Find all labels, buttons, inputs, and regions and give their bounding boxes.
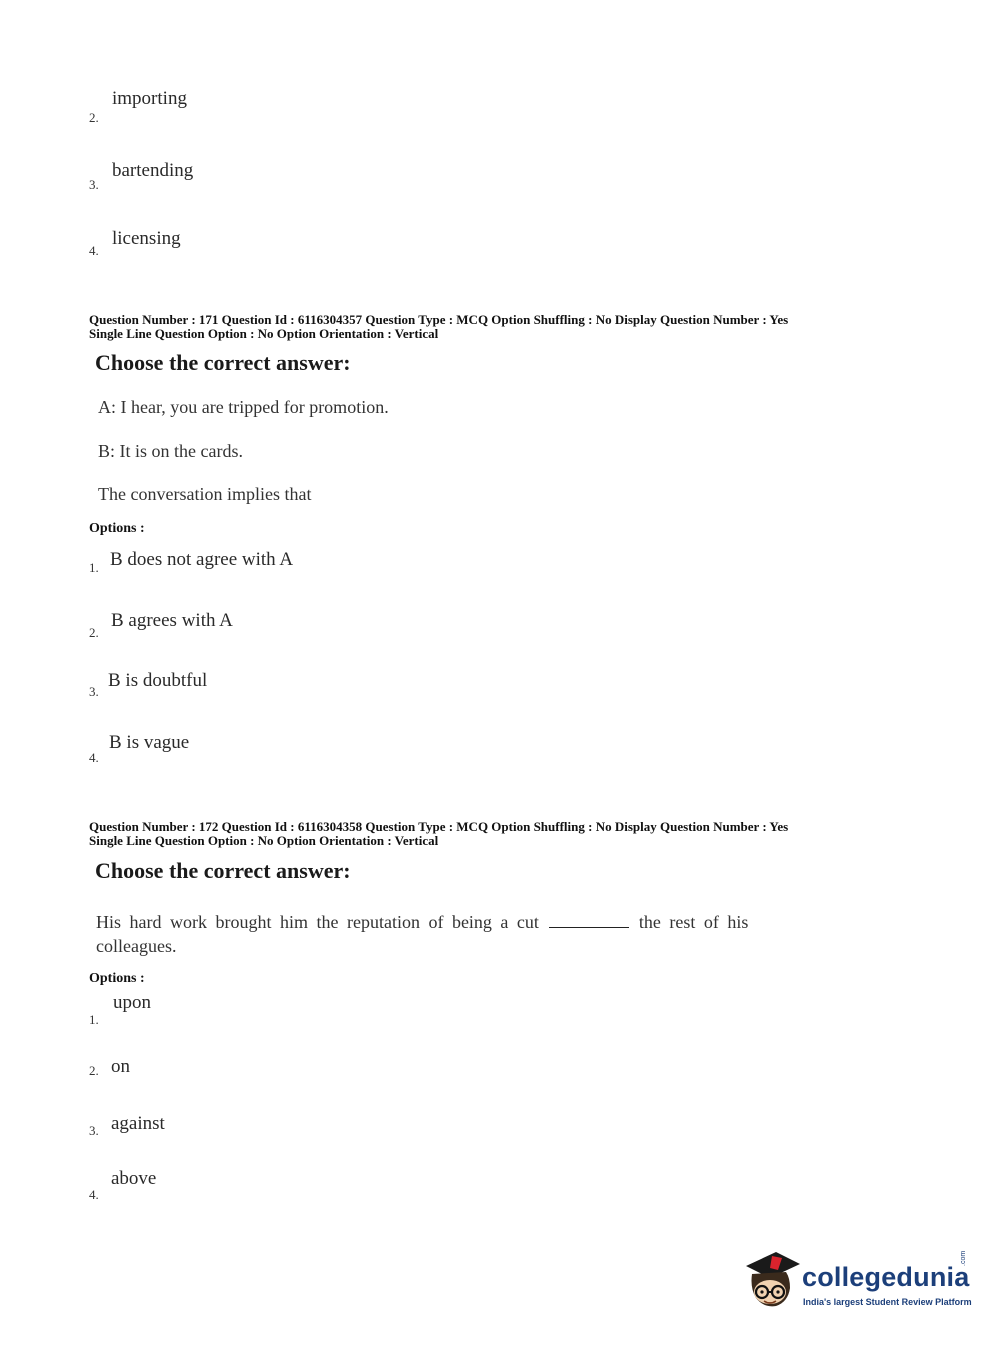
option-number: 3. <box>89 177 99 192</box>
logo-tagline: India's largest Student Review Platform <box>803 1297 972 1307</box>
option-number: 1. <box>89 1012 99 1027</box>
option-number: 1. <box>89 560 99 575</box>
option-text: above <box>111 1168 157 1189</box>
collegedunia-logo <box>742 1246 972 1322</box>
option-text: importing <box>112 88 187 109</box>
option-text: B is doubtful <box>108 670 208 691</box>
question-sentence <box>96 912 748 933</box>
option-text: against <box>111 1113 165 1134</box>
options-label: Options : <box>89 521 145 536</box>
option-text: B agrees with A <box>111 610 233 631</box>
option-text: B is vague <box>109 732 190 753</box>
option-number: 3. <box>89 684 99 699</box>
question-heading: Choose the correct answer: <box>95 350 351 375</box>
option-text: on <box>111 1056 130 1077</box>
question-meta-line1: Question Number : 172 Question Id : 6116304358 Question Type : MCQ Option Shuffling : No Display Question Number : Yes <box>89 819 789 834</box>
option-number: 3. <box>89 1123 99 1138</box>
option-number: 4. <box>89 750 99 765</box>
question-heading: Choose the correct answer: <box>95 858 351 883</box>
sentence-part-2: the rest of his <box>638 912 749 932</box>
option-text: licensing <box>112 228 181 249</box>
dialogue-line-b: B: It is on the cards. <box>98 441 243 461</box>
option-number: 2. <box>89 1063 99 1078</box>
option-number: 4. <box>89 243 99 258</box>
question-meta-line2: Single Line Question Option : No Option Orientation : Vertical <box>89 326 439 341</box>
option-text: bartending <box>112 160 194 181</box>
dialogue-line-a: A: I hear, you are tripped for promotion. <box>98 397 389 417</box>
option-text: B does not agree with A <box>110 549 294 570</box>
sentence-part-1: His hard work brought him the reputation of being a cut <box>96 912 539 932</box>
options-label: Options : <box>89 971 145 986</box>
question-meta-line2: Single Line Question Option : No Option Orientation : Vertical <box>89 833 439 848</box>
option-number: 4. <box>89 1187 99 1202</box>
question-sentence-line2: colleagues. <box>96 936 177 956</box>
fill-in-blank <box>549 913 629 928</box>
logo-tld: .com <box>960 1250 967 1266</box>
option-number: 2. <box>89 110 99 125</box>
option-number: 2. <box>89 625 99 640</box>
option-text: upon <box>113 992 151 1013</box>
mascot-icon <box>742 1248 802 1314</box>
question-meta-line1: Question Number : 171 Question Id : 6116304357 Question Type : MCQ Option Shuffling : No Display Question Number : Yes <box>89 312 789 327</box>
question-prompt: The conversation implies that <box>98 484 312 504</box>
logo-wordmark: collegedunia <box>802 1262 970 1292</box>
